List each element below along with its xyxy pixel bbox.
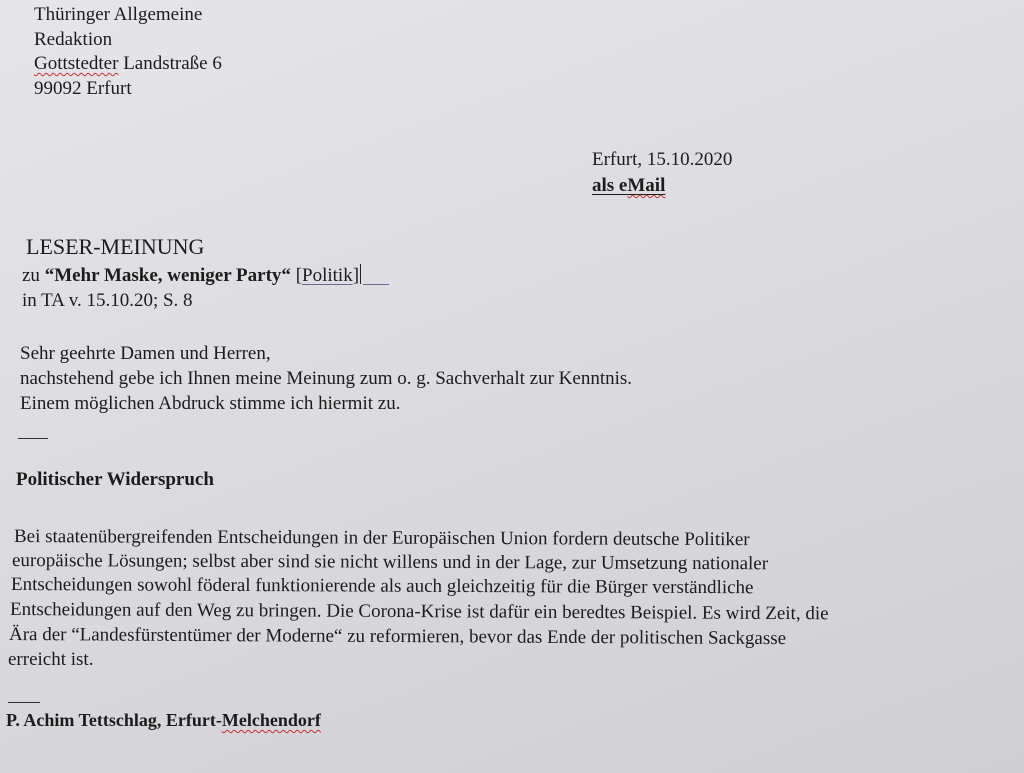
separator-line	[18, 438, 48, 439]
greeting: Sehr geehrte Damen und Herren,	[20, 343, 271, 364]
body-line: europäische Lösungen; selbst aber sind sie nicht willens und in der Lage, zur Umsetzung nationaler	[11, 550, 769, 575]
reference-prefix: zu	[22, 265, 45, 286]
recipient-street-name: Gottstedter	[34, 53, 119, 74]
recipient-department: Redaktion	[34, 29, 113, 50]
recipient-name: Thüringer Allgemeine	[34, 4, 203, 25]
referenced-article-title: “Mehr Maske, weniger Party“	[44, 265, 291, 286]
recipient-street	[34, 52, 222, 76]
signature-separator	[8, 702, 40, 703]
referenced-section: Politik	[302, 265, 353, 286]
signature	[6, 708, 321, 732]
bracket-open: [	[290, 265, 303, 286]
intro-line-2: Einem möglichen Abdruck stimme ich hiermit zu.	[20, 393, 401, 414]
bracket-close: ]	[352, 265, 360, 286]
place-date: Erfurt, 15.10.2020	[592, 149, 733, 170]
delivery-prefix: als e	[592, 175, 628, 196]
field-underline	[363, 284, 389, 285]
body-line: Ära der “Landesfürstentümer der Moderne“ zu reformieren, bevor das Ende der politischen Sackgasse	[8, 624, 787, 650]
body-line: Entscheidungen sowohl föderal funktionierende als auch gleichzeitig für die Bürger verständliche	[10, 574, 754, 599]
signature-place: Melchendorf	[221, 710, 321, 730]
delivery-method	[592, 174, 665, 198]
intro-line-1: nachstehend gebe ich Ihnen meine Meinung zum o. g. Sachverhalt zur Kenntnis.	[20, 368, 633, 389]
letter-heading: Politischer Widerspruch	[16, 469, 214, 490]
body-line: Bei staatenübergreifenden Entscheidungen in der Europäischen Union fordern deutsche Politiker	[13, 526, 750, 551]
text-cursor	[360, 264, 361, 284]
delivery-word: Mail	[627, 175, 666, 196]
body-line: erreicht ist.	[8, 649, 94, 670]
recipient-street-rest: Landstraße 6	[118, 53, 222, 74]
body-line: Entscheidungen auf den Weg zu bringen. Die Corona-Krise ist dafür ein beredtes Beispiel. Es wird Zeit, die	[9, 599, 829, 625]
subject-reference	[22, 264, 389, 288]
signature-name: P. Achim Tettschlag, Erfurt-	[6, 710, 222, 730]
subject-source: in TA v. 15.10.20; S. 8	[22, 290, 193, 311]
recipient-city: 99092 Erfurt	[34, 78, 132, 99]
subject-title: LESER-MEINUNG	[26, 234, 205, 259]
